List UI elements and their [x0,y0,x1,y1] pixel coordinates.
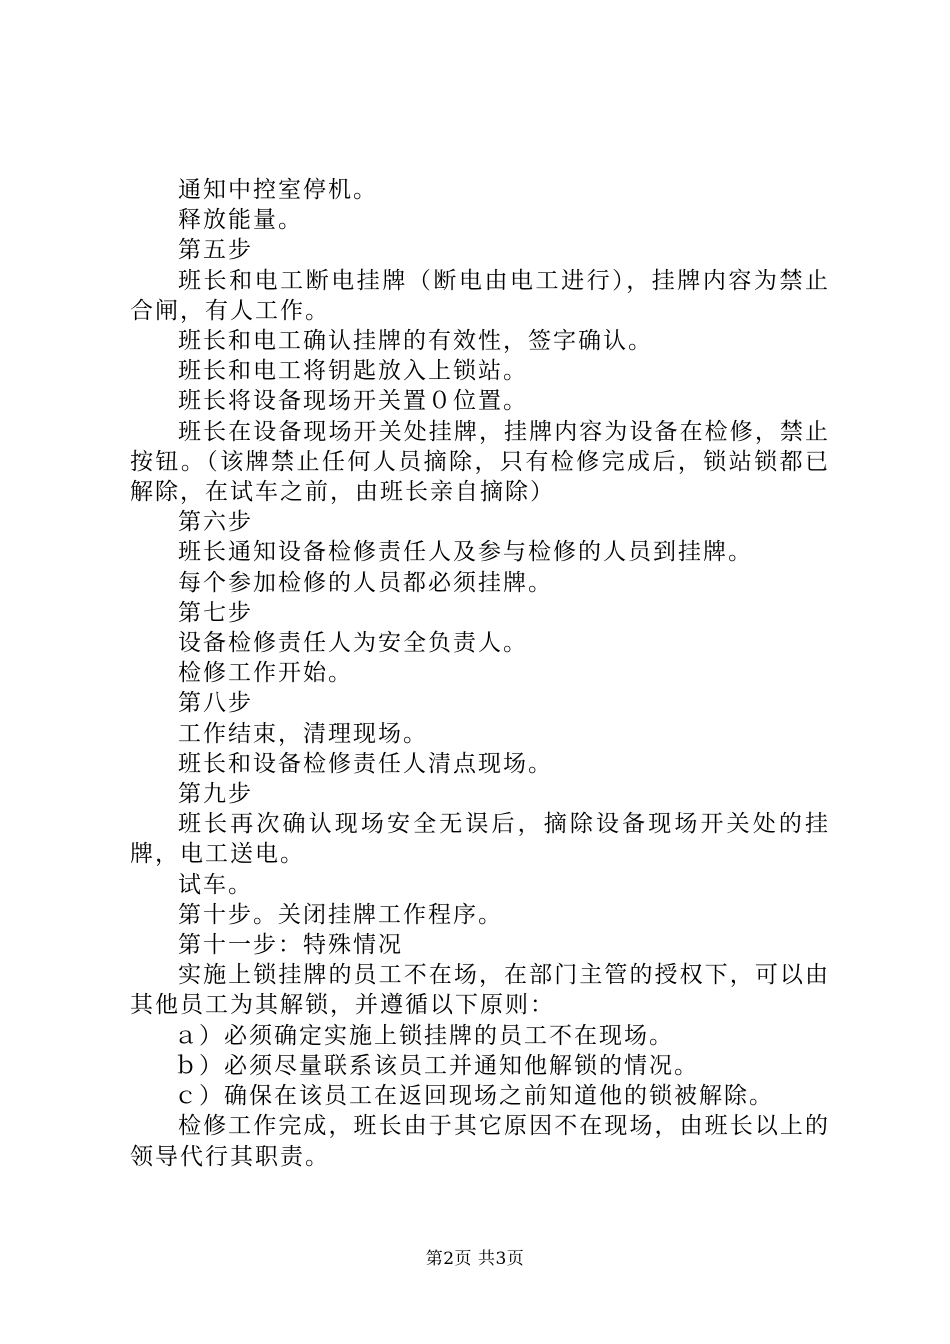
paragraph: 班长和设备检修责任人清点现场。 [178,750,553,777]
list-item: ａ）必须确定实施上锁挂牌的员工不在现场。 [174,1022,674,1049]
page-footer [0,1244,950,1269]
step-heading: 第六步 [178,509,253,536]
paragraph: 每个参加检修的人员都必须挂牌。 [178,569,553,596]
paragraph: 班长在设备现场开关处挂牌，挂牌内容为设备在检修，禁止按钮。（该牌禁止任何人员摘除，只有检修完成后，锁站锁都已解除，在试车之前，由班长亲自摘除） [130,418,830,506]
list-item: ｃ）确保在该员工在返回现场之前知道他的锁被解除。 [174,1083,774,1110]
step-heading: 第十一步：特殊情况 [178,932,403,959]
list-item: ｂ）必须尽量联系该员工并通知他解锁的情况。 [174,1052,699,1079]
step-heading: 第十步。关闭挂牌工作程序。 [178,901,503,928]
step-heading: 第七步 [178,599,253,626]
paragraph: 检修工作开始。 [178,660,353,687]
page-number-label: 第2页 共3页 [425,1249,525,1269]
paragraph: 班长通知设备检修责任人及参与检修的人员到挂牌。 [178,539,753,566]
paragraph: 班长和电工断电挂牌（断电由电工进行），挂牌内容为禁止合闸，有人工作。 [130,267,830,324]
paragraph: 检修工作完成，班长由于其它原因不在现场，由班长以上的领导代行其职责。 [130,1113,830,1170]
paragraph: 班长和电工确认挂牌的有效性，签字确认。 [178,328,653,355]
document-body [130,175,830,1172]
paragraph: 工作结束，清理现场。 [178,720,428,747]
paragraph: 班长将设备现场开关置０位置。 [178,388,528,415]
paragraph: 通知中控室停机。 [178,177,378,203]
step-heading: 第五步 [178,237,253,264]
paragraph: 班长再次确认现场安全无误后，摘除设备现场开关处的挂牌，电工送电。 [130,811,830,868]
paragraph: 试车。 [178,871,253,898]
paragraph: 设备检修责任人为安全负责人。 [178,630,528,657]
paragraph: 实施上锁挂牌的员工不在场，在部门主管的授权下，可以由其他员工为其解锁，并遵循以下原则： [130,962,830,1019]
paragraph: 释放能量。 [178,207,303,234]
step-heading: 第八步 [178,690,253,717]
step-heading: 第九步 [178,781,253,808]
paragraph: 班长和电工将钥匙放入上锁站。 [178,358,528,385]
